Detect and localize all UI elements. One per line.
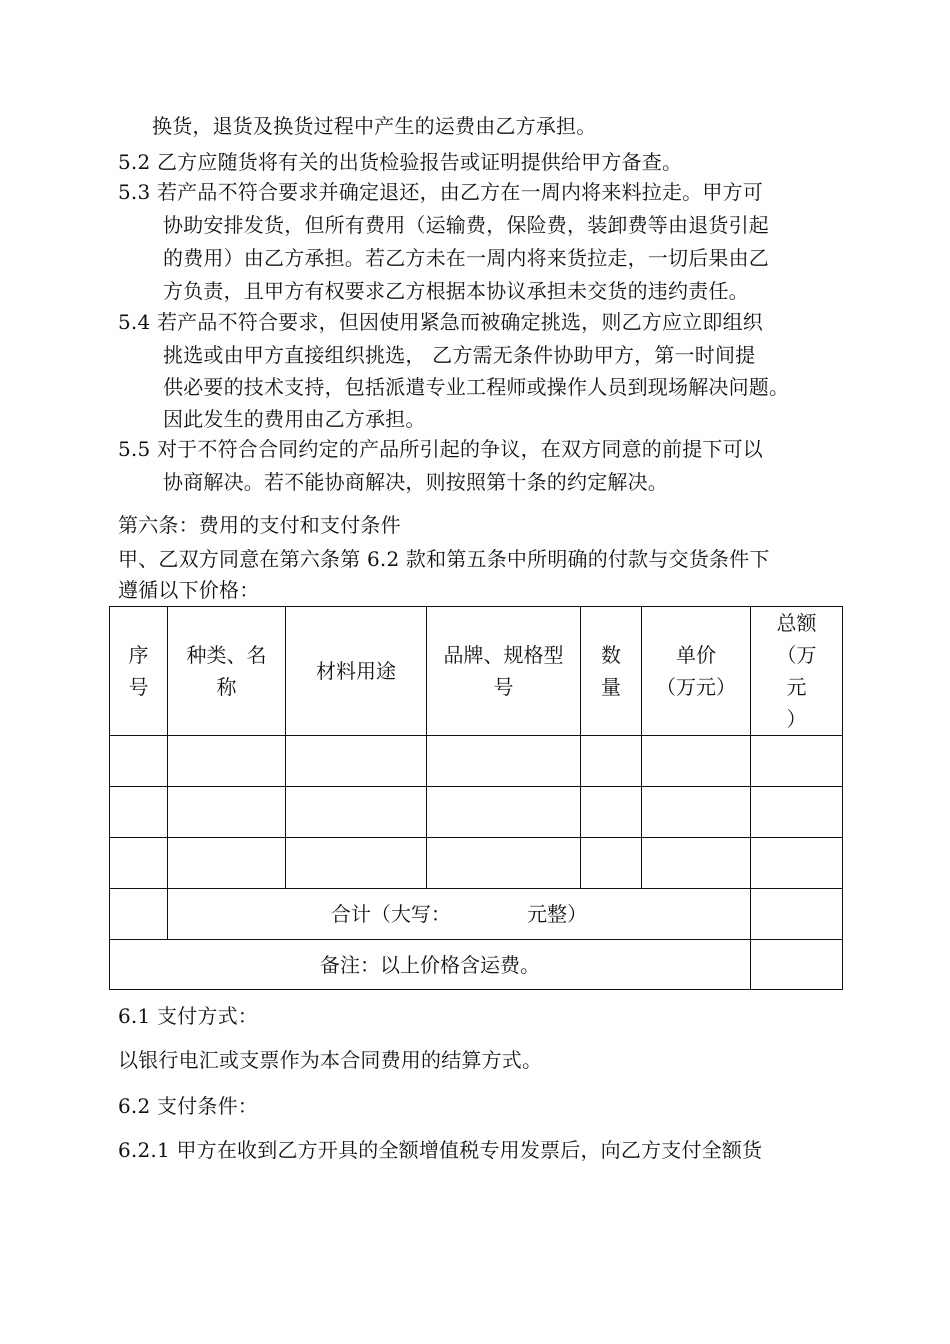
clause-5-2: 5.2 乙方应随货将有关的出货检验报告或证明提供给甲方备查。 bbox=[118, 150, 683, 174]
table-row bbox=[110, 787, 843, 838]
clause-5-3-line2: 协助安排发货，但所有费用（运输费，保险费，装卸费等由退货引起 bbox=[163, 213, 769, 237]
section-6-title: 第六条：费用的支付和支付条件 bbox=[118, 513, 401, 537]
header-qty: 数 量 bbox=[581, 607, 642, 736]
section-6-1-body: 以银行电汇或支票作为本合同费用的结算方式。 bbox=[118, 1048, 543, 1072]
clause-5-4-line3: 供必要的技术支持，包括派遣专业工程师或操作人员到现场解决问题。 bbox=[163, 375, 790, 399]
price-table bbox=[109, 606, 843, 990]
header-brand: 品牌、规格型 号 bbox=[427, 607, 581, 736]
clause-5-3-line3: 的费用）由乙方承担。若乙方未在一周内将来货拉走，一切后果由乙 bbox=[163, 246, 769, 270]
table-row bbox=[110, 736, 843, 787]
total-row bbox=[110, 889, 843, 940]
clause-5-5: 5.5 对于不符合合同约定的产品所引起的争议，在双方同意的前提下可以 bbox=[118, 437, 763, 461]
header-total: 总额 （万 元 ） bbox=[751, 607, 843, 736]
clause-5-4-line2: 挑选或由甲方直接组织挑选， 乙方需无条件协助甲方，第一时间提 bbox=[163, 343, 756, 367]
paragraph-line: 换货，退货及换货过程中产生的运费由乙方承担。 bbox=[152, 114, 597, 138]
clause-5-3: 5.3 若产品不符合要求并确定退还，由乙方在一周内将来料拉走。甲方可 bbox=[118, 180, 763, 204]
header-use: 材料用途 bbox=[286, 607, 427, 736]
section-6-intro-line2: 遵循以下价格： bbox=[118, 578, 260, 602]
total-label: 合计（大写： 元整） bbox=[168, 889, 751, 940]
section-6-intro: 甲、乙双方同意在第六条第 6.2 款和第五条中所明确的付款与交货条件下 bbox=[118, 547, 770, 571]
clause-5-3-line4: 方负责，且甲方有权要求乙方根据本协议承担未交货的违约责任。 bbox=[163, 279, 749, 303]
table-row bbox=[110, 838, 843, 889]
header-kind: 种类、名 称 bbox=[168, 607, 286, 736]
note-row bbox=[110, 940, 843, 990]
clause-5-4: 5.4 若产品不符合要求，但因使用紧急而被确定挑选，则乙方应立即组织 bbox=[118, 310, 763, 334]
clause-5-4-line4: 因此发生的费用由乙方承担。 bbox=[163, 407, 426, 431]
header-price: 单价 （万元） bbox=[642, 607, 751, 736]
section-6-2-title: 6.2 支付条件： bbox=[118, 1094, 258, 1118]
header-seq: 序 号 bbox=[110, 607, 168, 736]
table-note: 备注：以上价格含运费。 bbox=[110, 940, 751, 990]
clause-5-5-line2: 协商解决。若不能协商解决，则按照第十条的约定解决。 bbox=[163, 470, 668, 494]
section-6-1-title: 6.1 支付方式： bbox=[118, 1004, 258, 1028]
clause-6-2-1: 6.2.1 甲方在收到乙方开具的全额增值税专用发票后，向乙方支付全额货 bbox=[118, 1138, 763, 1162]
